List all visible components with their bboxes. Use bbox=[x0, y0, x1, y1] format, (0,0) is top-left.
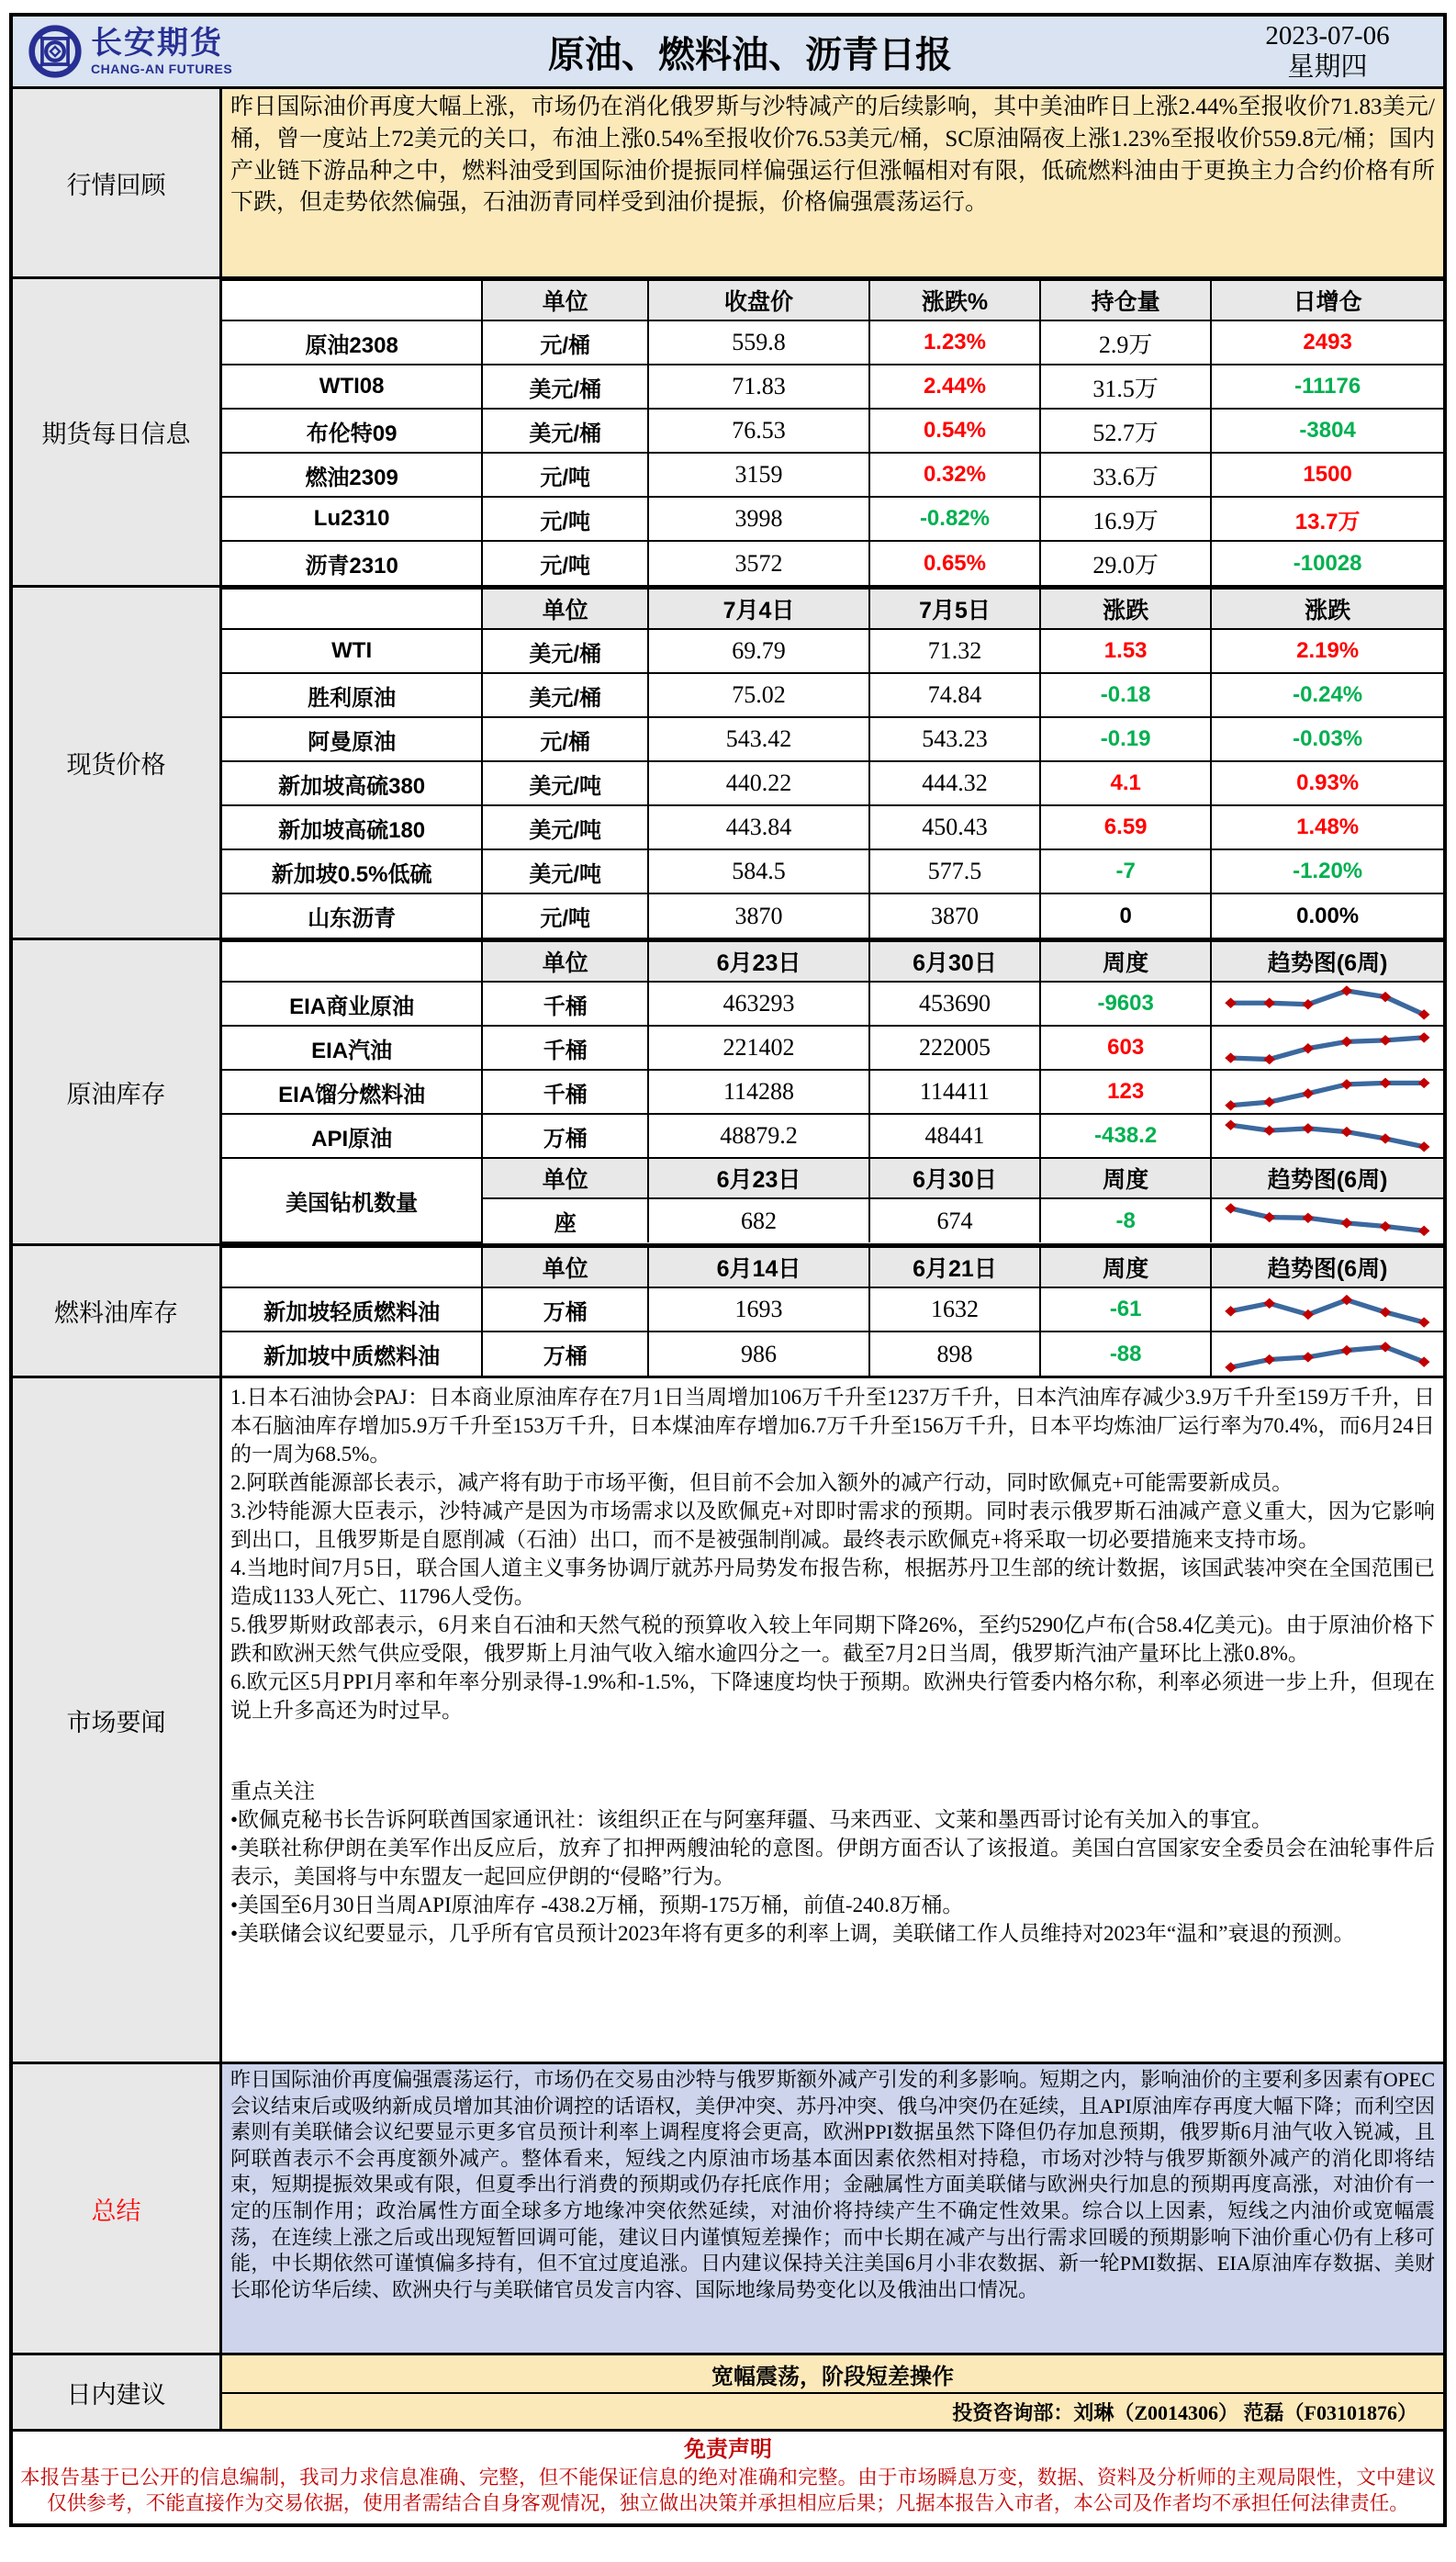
trend-sparkline bbox=[1216, 1116, 1439, 1156]
table-row bbox=[222, 1287, 1443, 1332]
blank-header-cell bbox=[222, 589, 482, 629]
section-market-news bbox=[13, 1376, 1443, 2062]
change-percent: 2.19% bbox=[1211, 629, 1443, 673]
sparkline-marker bbox=[1341, 1079, 1353, 1089]
section-label-spot: 现货价格 bbox=[13, 588, 222, 938]
weekly-change: -61 bbox=[1040, 1287, 1211, 1332]
column-header: 7月4日 bbox=[648, 589, 869, 629]
daily-oi-change: 1500 bbox=[1211, 453, 1443, 497]
table-row bbox=[222, 409, 1443, 453]
rig-subheader-row bbox=[222, 1158, 1443, 1198]
table-row bbox=[222, 320, 1443, 365]
news-paragraph: 1.日本石油协会PAJ：日本商业原油库存在7月1日当周增加106万千升至1237万千升，日本汽油库存减少3.9万千升至159万千升，日本石脑油库存增加5.9万千升至153万千升，日本煤油库存增加6.7万千升至156万千升，日本平均炼油厂运行率为70.4%，而6月24日的一周为68.5%。 bbox=[230, 1386, 1435, 1466]
value-week1: 114288 bbox=[648, 1070, 869, 1114]
daily-oi-change: -3804 bbox=[1211, 409, 1443, 453]
unit-cell: 万桶 bbox=[482, 1287, 648, 1332]
column-header: 周度 bbox=[1040, 1247, 1211, 1287]
value-week2: 114411 bbox=[869, 1070, 1040, 1114]
price-day1: 584.5 bbox=[648, 849, 869, 893]
trend-chart-cell bbox=[1211, 1287, 1443, 1332]
value-week2: 48441 bbox=[869, 1114, 1040, 1158]
focus-item: •美联储会议纪要显示，几乎所有官员预计2023年将有更多的利率上调，美联储工作人员维持对2023年“温和”衰退的预测。 bbox=[230, 1922, 1355, 1945]
open-interest: 2.9万 bbox=[1040, 320, 1211, 365]
sparkline-marker bbox=[1226, 1362, 1238, 1372]
price-day2: 444.32 bbox=[869, 761, 1040, 805]
sparkline-marker bbox=[1341, 1344, 1353, 1354]
value-week1: 463293 bbox=[648, 982, 869, 1026]
trend-sparkline bbox=[1216, 983, 1439, 1024]
news-paragraph: 4.当地时间7月5日，联合国人道主义事务协调厅就苏丹局势发布报告称，根据苏丹卫生部的统计数据，该国武装冲突在全国范围已造成1133人死亡、11796人受伤。 bbox=[230, 1556, 1435, 1608]
price-day1: 443.84 bbox=[648, 805, 869, 849]
table-row bbox=[222, 717, 1443, 761]
change-percent: -1.20% bbox=[1211, 849, 1443, 893]
unit-cell: 元/吨 bbox=[482, 893, 648, 938]
sparkline-marker bbox=[1418, 1141, 1430, 1152]
column-header: 单位 bbox=[482, 941, 648, 982]
inventory-name: EIA商业原油 bbox=[222, 982, 482, 1026]
contract-name: Lu2310 bbox=[222, 497, 482, 541]
sparkline-marker bbox=[1226, 998, 1238, 1008]
section-label-news: 市场要闻 bbox=[13, 1378, 222, 2062]
table-row bbox=[222, 629, 1443, 673]
change-abs: 1.53 bbox=[1040, 629, 1211, 673]
sparkline-marker bbox=[1303, 1212, 1315, 1222]
company-logo bbox=[13, 24, 288, 79]
table-header-row bbox=[222, 1247, 1443, 1287]
value-week2: 453690 bbox=[869, 982, 1040, 1026]
inventory-name: 新加坡轻质燃料油 bbox=[222, 1287, 482, 1332]
close-price: 76.53 bbox=[648, 409, 869, 453]
sparkline-marker bbox=[1418, 1032, 1430, 1042]
section-summary bbox=[13, 2062, 1443, 2353]
unit-cell: 美元/吨 bbox=[482, 761, 648, 805]
company-logo-icon bbox=[28, 24, 83, 79]
report-date-block bbox=[1212, 20, 1443, 83]
news-paragraph: 6.欧元区5月PPI月率和年率分别录得-1.9%和-1.5%，下降速度均快于预期。欧洲央行管委内格尔称，利率必须进一步上升，但现在说上升多高还为时过早。 bbox=[230, 1670, 1435, 1722]
trend-chart-cell bbox=[1211, 1070, 1443, 1114]
table-row bbox=[222, 453, 1443, 497]
price-day1: 543.42 bbox=[648, 717, 869, 761]
value-week2: 674 bbox=[869, 1198, 1040, 1242]
fuel-inventory-table bbox=[222, 1246, 1443, 1376]
spot-price-table bbox=[222, 588, 1443, 938]
trend-sparkline bbox=[1216, 1028, 1439, 1068]
weekly-change: -9603 bbox=[1040, 982, 1211, 1026]
column-header: 趋势图(6周) bbox=[1211, 1158, 1443, 1198]
spot-name: 新加坡高硫180 bbox=[222, 805, 482, 849]
sparkline-marker bbox=[1380, 1035, 1392, 1045]
daily-oi-change: -10028 bbox=[1211, 541, 1443, 585]
sparkline-marker bbox=[1418, 1078, 1430, 1088]
advice-headline: 宽幅震荡，阶段短差操作 bbox=[222, 2355, 1443, 2394]
table-header-row bbox=[222, 280, 1443, 320]
spot-name: 新加坡0.5%低硫 bbox=[222, 849, 482, 893]
weekly-change: 603 bbox=[1040, 1026, 1211, 1070]
price-day1: 440.22 bbox=[648, 761, 869, 805]
unit-cell: 元/吨 bbox=[482, 453, 648, 497]
sparkline-marker bbox=[1303, 1123, 1315, 1133]
sparkline-marker bbox=[1226, 1203, 1238, 1213]
trend-chart-cell bbox=[1211, 1114, 1443, 1158]
trend-chart-cell bbox=[1211, 1198, 1443, 1242]
price-day2: 71.32 bbox=[869, 629, 1040, 673]
sparkline-marker bbox=[1341, 1218, 1353, 1228]
trend-chart-cell bbox=[1211, 1332, 1443, 1376]
open-interest: 29.0万 bbox=[1040, 541, 1211, 585]
daily-oi-change: -11176 bbox=[1211, 365, 1443, 409]
spot-name: 阿曼原油 bbox=[222, 717, 482, 761]
summary-text: 昨日国际油价再度偏强震荡运行，市场仍在交易由沙特与俄罗斯额外减产引发的利多影响。短期之内，影响油价的主要利多因素有OPEC会议结束后或吸纳新成员增加其油价调控的话语权，美伊冲突、苏丹冲突、俄乌冲突仍在延续，且API原油库存再度大幅下降；而利空因素则有美联储会议纪要显示更多官员预计利率上调程度将会更高，欧洲PPI数据虽然下降但仍存加息预期，俄罗斯6月油气收入锐减，且阿联酋表示不会再度额外减产。整体看来，短线之内原油市场基本面因素依然相对持稳，市场对沙特与俄罗斯额外减产的消化即将结束，短期提振效果或有限，但夏季出行消费的预期或仍存托底作用；金融属性方面美联储与欧洲央行加息的预期再度高涨，对油价有一定的压制作用；政治属性方面全球多方地缘冲突依然延续，对油价将持续产生不确定性效果。综合以上因素，短线之内油价或宽幅震荡，在连续上涨之后或出现短暂回调可能，建议日内谨慎短差操作；而中长期在减产与出行需求回暖的预期影响下油价重心仍有上移可能，中长期依然可谨慎偏多持有，但不宜过度追涨。日内建议保持关注美国6月小非农数据、新一轮PMI数据、EIA原油库存数据、美财长耶伦访华后续、欧洲央行与美联储官员发言内容、国际地缘局势变化以及俄油出口情况。 bbox=[222, 2064, 1443, 2353]
value-week1: 682 bbox=[648, 1198, 869, 1242]
daily-oi-change: 2493 bbox=[1211, 320, 1443, 365]
open-interest: 33.6万 bbox=[1040, 453, 1211, 497]
table-row bbox=[222, 1026, 1443, 1070]
open-interest: 16.9万 bbox=[1040, 497, 1211, 541]
table-row bbox=[222, 1114, 1443, 1158]
column-header: 周度 bbox=[1040, 1158, 1211, 1198]
table-row bbox=[222, 1332, 1443, 1376]
change-percent: 0.00% bbox=[1211, 893, 1443, 938]
column-header: 6月23日 bbox=[648, 941, 869, 982]
close-price: 71.83 bbox=[648, 365, 869, 409]
change-percent: 0.54% bbox=[869, 409, 1040, 453]
sparkline-marker bbox=[1303, 1352, 1315, 1362]
blank-header-cell bbox=[222, 941, 482, 982]
weekly-change: -88 bbox=[1040, 1332, 1211, 1376]
table-row bbox=[222, 1070, 1443, 1114]
unit-cell: 元/桶 bbox=[482, 320, 648, 365]
news-paragraph: 2.阿联酋能源部长表示，减产将有助于市场平衡，但目前不会加入额外的减产行动，同时欧佩克+可能需要新成员。 bbox=[230, 1471, 1294, 1494]
unit-cell: 美元/吨 bbox=[482, 805, 648, 849]
price-day1: 3870 bbox=[648, 893, 869, 938]
value-week1: 986 bbox=[648, 1332, 869, 1376]
change-abs: 6.59 bbox=[1040, 805, 1211, 849]
price-day2: 74.84 bbox=[869, 673, 1040, 717]
change-percent: -0.82% bbox=[869, 497, 1040, 541]
column-header: 收盘价 bbox=[648, 280, 869, 320]
column-header: 涨跌 bbox=[1040, 589, 1211, 629]
change-percent: 0.93% bbox=[1211, 761, 1443, 805]
change-abs: -0.18 bbox=[1040, 673, 1211, 717]
column-header: 涨跌% bbox=[869, 280, 1040, 320]
section-label-futures: 期货每日信息 bbox=[13, 279, 222, 585]
change-percent: -0.03% bbox=[1211, 717, 1443, 761]
column-header: 周度 bbox=[1040, 941, 1211, 982]
blank-header-cell bbox=[222, 280, 482, 320]
sparkline-marker bbox=[1264, 1125, 1276, 1135]
section-label-review: 行情回顾 bbox=[13, 89, 222, 276]
weekly-change: -438.2 bbox=[1040, 1114, 1211, 1158]
price-day2: 3870 bbox=[869, 893, 1040, 938]
report-header bbox=[13, 17, 1443, 86]
section-crude-inventory bbox=[13, 938, 1443, 1243]
close-price: 559.8 bbox=[648, 320, 869, 365]
market-review-text: 昨日国际油价再度大幅上涨，市场仍在消化俄罗斯与沙特减产的后续影响，其中美油昨日上涨2.44%至报收价71.83美元/桶，曾一度站上72美元的关口，布油上涨0.54%至报收价76.53美元/桶，SC原油隔夜上涨1.23%至报收价559.8元/桶；国内产业链下游品种之中，燃料油受到国际油价提振同样偏强运行但涨幅相对有限，低硫燃料油由于更换主力合约价格有所下跌，但走势依然偏强，石油沥青同样受到油价提振，价格偏强震荡运行。 bbox=[222, 89, 1443, 276]
focus-item: •欧佩克秘书长告诉阿联酋国家通讯社：该组织正在与阿塞拜疆、马来西亚、文莱和墨西哥讨论有关加入的事宜。 bbox=[230, 1808, 1273, 1831]
unit-cell: 千桶 bbox=[482, 1026, 648, 1070]
sparkline-marker bbox=[1226, 1119, 1238, 1129]
open-interest: 31.5万 bbox=[1040, 365, 1211, 409]
section-label-crude-inventory: 原油库存 bbox=[13, 940, 222, 1243]
column-header: 单位 bbox=[482, 589, 648, 629]
column-header: 6月23日 bbox=[648, 1158, 869, 1198]
price-day2: 577.5 bbox=[869, 849, 1040, 893]
value-week2: 1632 bbox=[869, 1287, 1040, 1332]
sparkline-marker bbox=[1341, 1127, 1353, 1137]
section-spot-prices bbox=[13, 585, 1443, 938]
table-row bbox=[222, 893, 1443, 938]
column-header: 7月5日 bbox=[869, 589, 1040, 629]
unit-cell: 美元/吨 bbox=[482, 849, 648, 893]
unit-cell: 美元/桶 bbox=[482, 365, 648, 409]
unit-cell: 千桶 bbox=[482, 1070, 648, 1114]
report-frame bbox=[9, 13, 1447, 2527]
weekly-change: 123 bbox=[1040, 1070, 1211, 1114]
column-header: 6月30日 bbox=[869, 941, 1040, 982]
report-date: 2023-07-06 bbox=[1265, 21, 1390, 51]
company-name-en: CHANG-AN FUTURES bbox=[91, 62, 233, 76]
sparkline-marker bbox=[1264, 1354, 1276, 1364]
unit-cell: 元/吨 bbox=[482, 541, 648, 585]
change-percent: 0.65% bbox=[869, 541, 1040, 585]
column-header: 单位 bbox=[482, 1247, 648, 1287]
report-title: 原油、燃料油、沥青日报 bbox=[548, 33, 952, 75]
table-row bbox=[222, 541, 1443, 585]
crude-inventory-table bbox=[222, 940, 1443, 1243]
column-header: 6月14日 bbox=[648, 1247, 869, 1287]
column-header: 单位 bbox=[482, 280, 648, 320]
disclaimer-title: 免责声明 bbox=[684, 2438, 772, 2462]
focus-item: •美联社称伊朗在美军作出反应后，放弃了扣押两艘油轮的意图。伊朗方面否认了该报道。美国白宫国家安全委员会在油轮事件后表示，美国将与中东盟友一起回应伊朗的“侵略”行为。 bbox=[230, 1837, 1435, 1888]
section-label-fuel-inventory: 燃料油库存 bbox=[13, 1246, 222, 1376]
unit-cell: 千桶 bbox=[482, 982, 648, 1026]
sparkline-marker bbox=[1380, 1133, 1392, 1143]
close-price: 3998 bbox=[648, 497, 869, 541]
unit-cell: 座 bbox=[482, 1198, 648, 1242]
sparkline-marker bbox=[1264, 1211, 1276, 1221]
table-row bbox=[222, 497, 1443, 541]
weekly-change: -8 bbox=[1040, 1198, 1211, 1242]
change-abs: -7 bbox=[1040, 849, 1211, 893]
spot-name: 山东沥青 bbox=[222, 893, 482, 938]
trend-sparkline bbox=[1216, 1201, 1439, 1242]
column-header: 持仓量 bbox=[1040, 280, 1211, 320]
price-day2: 543.23 bbox=[869, 717, 1040, 761]
change-percent: 1.23% bbox=[869, 320, 1040, 365]
sparkline-marker bbox=[1303, 1088, 1315, 1098]
column-header: 涨跌 bbox=[1211, 589, 1443, 629]
section-futures-daily bbox=[13, 276, 1443, 585]
inventory-name: EIA汽油 bbox=[222, 1026, 482, 1070]
table-row bbox=[222, 761, 1443, 805]
price-day1: 69.79 bbox=[648, 629, 869, 673]
inventory-name: 新加坡中质燃料油 bbox=[222, 1332, 482, 1376]
advice-consulting-dept: 投资咨询部：刘琳（Z0014306） 范磊（F03101876） bbox=[222, 2394, 1443, 2429]
daily-oi-change: 13.7万 bbox=[1211, 497, 1443, 541]
column-header: 单位 bbox=[482, 1158, 648, 1198]
section-market-review bbox=[13, 86, 1443, 276]
table-row bbox=[222, 365, 1443, 409]
inventory-name: EIA馏分燃料油 bbox=[222, 1070, 482, 1114]
change-percent: -0.24% bbox=[1211, 673, 1443, 717]
market-news-text bbox=[222, 1378, 1443, 2062]
section-intraday-advice bbox=[13, 2353, 1443, 2429]
futures-daily-table bbox=[222, 279, 1443, 585]
trend-chart-cell bbox=[1211, 1026, 1443, 1070]
change-percent: 0.32% bbox=[869, 453, 1040, 497]
focus-item: •美国至6月30日当周API原油库存 -438.2万桶，预期-175万桶，前值-240.8万桶。 bbox=[230, 1893, 964, 1916]
section-disclaimer bbox=[13, 2429, 1443, 2523]
unit-cell: 美元/桶 bbox=[482, 409, 648, 453]
change-percent: 2.44% bbox=[869, 365, 1040, 409]
unit-cell: 万桶 bbox=[482, 1332, 648, 1376]
section-fuel-inventory bbox=[13, 1243, 1443, 1376]
sparkline-marker bbox=[1380, 1078, 1392, 1088]
spot-name: 胜利原油 bbox=[222, 673, 482, 717]
sparkline-marker bbox=[1226, 1306, 1238, 1316]
section-label-advice: 日内建议 bbox=[13, 2355, 222, 2429]
blank-header-cell bbox=[222, 1247, 482, 1287]
change-abs: -0.19 bbox=[1040, 717, 1211, 761]
table-header-row bbox=[222, 589, 1443, 629]
column-header: 日增仓 bbox=[1211, 280, 1443, 320]
change-abs: 4.1 bbox=[1040, 761, 1211, 805]
contract-name: WTI08 bbox=[222, 365, 482, 409]
news-paragraph: 5.俄罗斯财政部表示，6月来自石油和天然气税的预算收入较上年同期下降26%，至约5290亿卢布(合58.4亿美元)。由于原油价格下跌和欧洲天然气供应受限，俄罗斯上月油气收入缩水逾四分之一。截至7月2日当周，俄罗斯汽油产量环比上涨0.8%。 bbox=[230, 1613, 1435, 1665]
value-week1: 1693 bbox=[648, 1287, 869, 1332]
open-interest: 52.7万 bbox=[1040, 409, 1211, 453]
table-row bbox=[222, 982, 1443, 1026]
table-row bbox=[222, 849, 1443, 893]
spot-name: 新加坡高硫380 bbox=[222, 761, 482, 805]
change-percent: 1.48% bbox=[1211, 805, 1443, 849]
change-abs: 0 bbox=[1040, 893, 1211, 938]
report-weekday: 星期四 bbox=[1287, 52, 1368, 82]
table-row bbox=[222, 673, 1443, 717]
contract-name: 布伦特09 bbox=[222, 409, 482, 453]
value-week1: 48879.2 bbox=[648, 1114, 869, 1158]
trend-sparkline bbox=[1216, 1334, 1439, 1375]
sparkline-marker bbox=[1341, 1037, 1353, 1047]
section-label-summary: 总结 bbox=[13, 2064, 222, 2353]
sparkline-marker bbox=[1418, 1225, 1430, 1235]
news-paragraph: 3.沙特能源大臣表示，沙特减产是因为市场需求以及欧佩克+对即时需求的预期。同时表示俄罗斯石油减产意义重大，因为它影响到出口，且俄罗斯是自愿削减（石油）出口，而不是被强制削减。最终表示欧佩克+将采取一切必要措施来支持市场。 bbox=[230, 1500, 1435, 1551]
trend-sparkline bbox=[1216, 1289, 1439, 1330]
sparkline-marker bbox=[1264, 1096, 1276, 1107]
trend-chart-cell bbox=[1211, 982, 1443, 1026]
sparkline-marker bbox=[1226, 1052, 1238, 1062]
company-name: 长安期货 bbox=[91, 26, 223, 61]
sparkline-marker bbox=[1264, 998, 1276, 1008]
focus-title: 重点关注 bbox=[230, 1780, 315, 1803]
disclaimer-text: 本报告基于已公开的信息编制，我司力求信息准确、完整，但不能保证信息的绝对准确和完整。由于市场瞬息万变，数据、资料及分析师的主观局限性，文中建议仅供参考，不能直接作为交易依据，使用者需结合自身客观情况，独立做出决策并承担相应后果；凡据本报告入市者，本公司及作者均不承担任何法律责任。 bbox=[20, 2466, 1436, 2514]
value-week2: 898 bbox=[869, 1332, 1040, 1376]
close-price: 3572 bbox=[648, 541, 869, 585]
unit-cell: 美元/桶 bbox=[482, 673, 648, 717]
sparkline-marker bbox=[1226, 1100, 1238, 1110]
rig-count-name: 美国钻机数量 bbox=[222, 1158, 482, 1242]
column-header: 6月30日 bbox=[869, 1158, 1040, 1198]
spot-name: WTI bbox=[222, 629, 482, 673]
unit-cell: 万桶 bbox=[482, 1114, 648, 1158]
unit-cell: 元/吨 bbox=[482, 497, 648, 541]
table-row bbox=[222, 805, 1443, 849]
sparkline-marker bbox=[1418, 1317, 1430, 1327]
close-price: 3159 bbox=[648, 453, 869, 497]
trend-sparkline bbox=[1216, 1072, 1439, 1112]
contract-name: 燃油2309 bbox=[222, 453, 482, 497]
price-day1: 75.02 bbox=[648, 673, 869, 717]
column-header: 趋势图(6周) bbox=[1211, 1247, 1443, 1287]
contract-name: 沥青2310 bbox=[222, 541, 482, 585]
column-header: 趋势图(6周) bbox=[1211, 941, 1443, 982]
table-header-row bbox=[222, 941, 1443, 982]
value-week2: 222005 bbox=[869, 1026, 1040, 1070]
column-header: 6月21日 bbox=[869, 1247, 1040, 1287]
unit-cell: 元/桶 bbox=[482, 717, 648, 761]
price-day2: 450.43 bbox=[869, 805, 1040, 849]
unit-cell: 美元/桶 bbox=[482, 629, 648, 673]
contract-name: 原油2308 bbox=[222, 320, 482, 365]
value-week1: 221402 bbox=[648, 1026, 869, 1070]
inventory-name: API原油 bbox=[222, 1114, 482, 1158]
sparkline-marker bbox=[1380, 1220, 1392, 1230]
